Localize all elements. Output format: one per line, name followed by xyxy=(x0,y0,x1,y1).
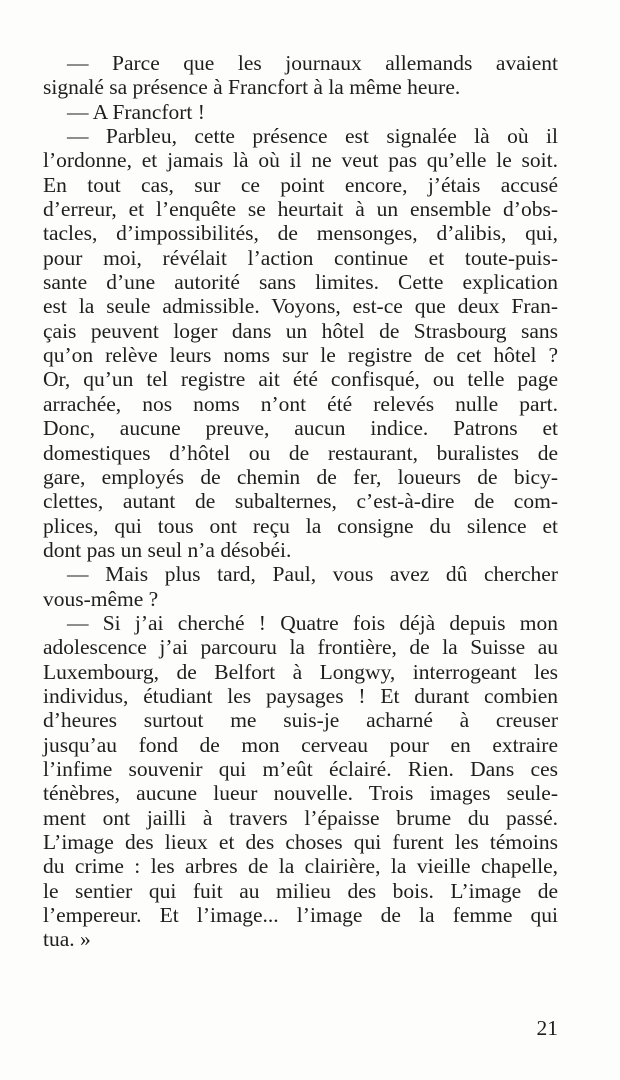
text-line: clettes, autant de subalternes, c’est-à-dire de com- xyxy=(43,489,558,514)
text-line: du crime : les arbres de la clairière, la vieille chapelle, xyxy=(43,854,558,879)
page-number: 21 xyxy=(536,1016,558,1040)
text-line: — Parbleu, cette présence est signalée là où il xyxy=(67,124,558,149)
text-line: — A Francfort ! xyxy=(67,99,205,124)
text-line: le sentier qui fuit au milieu des bois. L’image de xyxy=(43,878,558,903)
text-line: çais peuvent loger dans un hôtel de Strasbourg sans xyxy=(43,318,558,343)
text-line: L’image des lieux et des choses qui furent les témoins xyxy=(43,830,558,854)
text-line: — Si j’ai cherché ! Quatre fois déjà depuis mon xyxy=(67,610,558,635)
text-line: ment ont jailli à travers l’épaisse brume du passé. xyxy=(43,805,558,830)
text-line: jusqu’au fond de mon cerveau pour en extraire xyxy=(43,732,558,757)
text-line: tua. » xyxy=(43,927,91,952)
text-line: plices, qui tous ont reçu la consigne du silence et xyxy=(43,513,558,538)
text-line: Or, qu’un tel registre ait été confisqué, ou telle page xyxy=(43,367,558,392)
text-line: pour moi, révélait l’action continue et toute-puis- xyxy=(43,245,558,270)
text-line: l’ordonne, et jamais là où il ne veut pas qu’elle le soit. xyxy=(43,148,558,173)
text-line: domestiques d’hôtel ou de restaurant, buralistes de xyxy=(43,440,558,465)
text-line: tacles, d’impossibilités, de mensonges, d’alibis, qui, xyxy=(43,221,558,246)
text-line: Luxembourg, de Belfort à Longwy, interrogeant les xyxy=(43,659,558,684)
text-line: l’empereur. Et l’image... l’image de la femme qui xyxy=(43,903,558,928)
text-line: d’erreur, et l’enquête se heurtait à un ensemble d’obs- xyxy=(43,197,558,222)
text-line: adolescence j’ai parcouru la frontière, de la Suisse au xyxy=(43,635,558,660)
text-line: gare, employés de chemin de fer, loueurs de bicy- xyxy=(43,464,558,489)
text-line: est la seule admissible. Voyons, est-ce que deux Fran- xyxy=(43,294,558,319)
text-line: individus, étudiant les paysages ! Et durant combien xyxy=(43,683,558,708)
text-line: Donc, aucune preuve, aucun indice. Patrons et xyxy=(43,416,558,441)
text-line: qu’on relève leurs noms sur le registre de cet hôtel ? xyxy=(43,343,558,368)
text-line: — Parce que les journaux allemands avaient xyxy=(67,51,558,75)
text-line: ténèbres, aucune lueur nouvelle. Trois images seule- xyxy=(43,781,558,806)
text-line: signalé sa présence à Francfort à la même heure. xyxy=(43,75,461,100)
text-line: dont pas un seul n’a désobéi. xyxy=(43,537,292,562)
text-line: d’heures surtout me suis-je acharné à creuser xyxy=(43,708,558,733)
body-text xyxy=(43,51,558,952)
text-line: En tout cas, sur ce point encore, j’étais accusé xyxy=(43,172,558,197)
text-line: l’infime souvenir qui m’eût éclairé. Rien. Dans ces xyxy=(43,756,558,781)
text-line: arrachée, nos noms n’ont été relevés nulle part. xyxy=(43,391,558,416)
text-line: vous-même ? xyxy=(43,586,159,611)
text-line: — Mais plus tard, Paul, vous avez dû chercher xyxy=(67,562,558,587)
text-line: sante d’une autorité sans limites. Cette explication xyxy=(43,270,558,295)
